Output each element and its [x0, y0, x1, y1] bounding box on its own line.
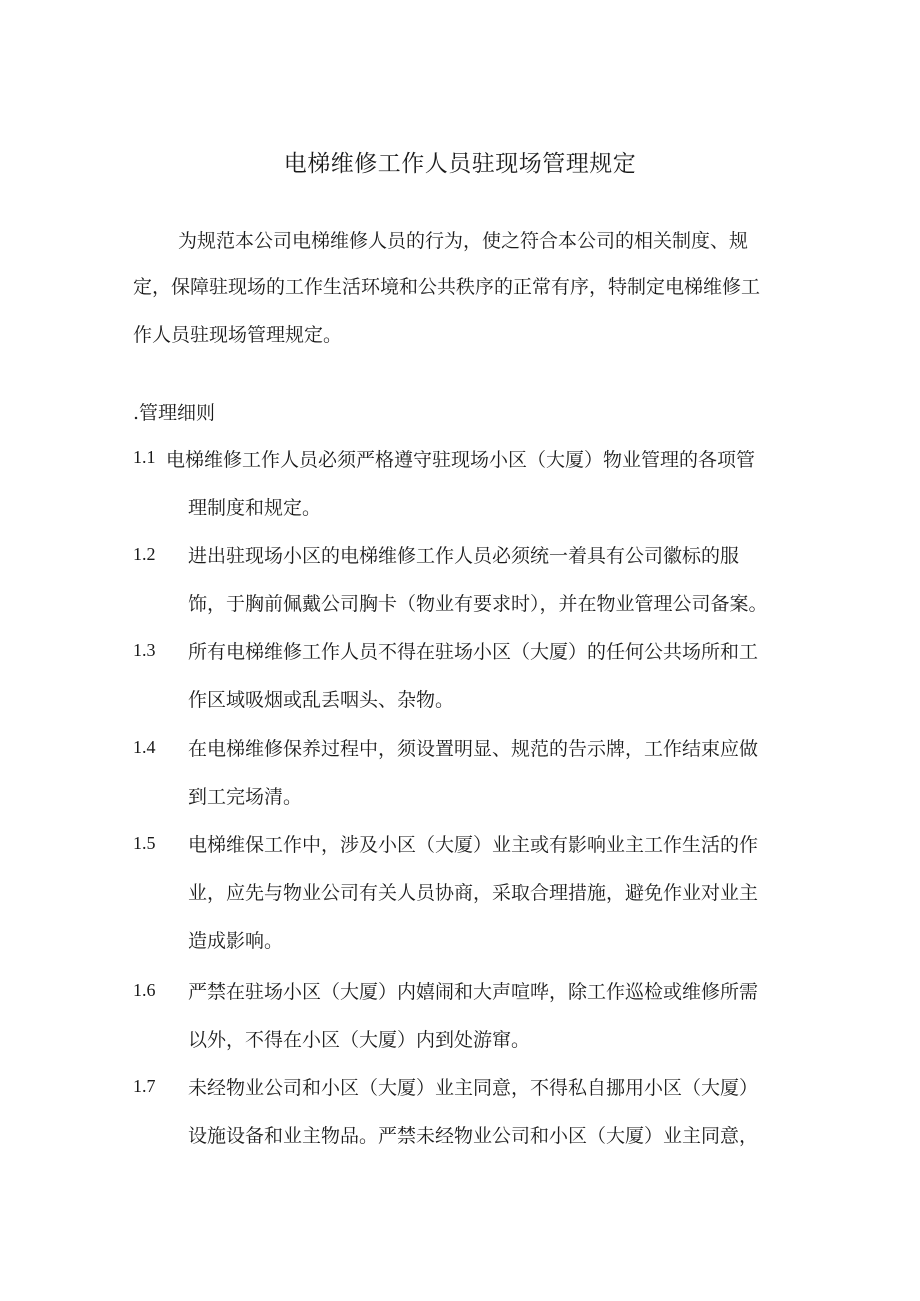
rule-item-text: 电梯维保工作中，涉及小区（大厦）业主或有影响业主工作生活的作	[188, 834, 759, 856]
rule-item-number: 1.2	[133, 544, 156, 564]
rule-item-number: 1.7	[133, 1076, 156, 1096]
rule-item-text: 业，应先与物业公司有关人员协商，采取合理措施，避免作业对业主	[188, 882, 759, 904]
rule-item-text: 造成影响。	[188, 930, 284, 952]
rule-item-text: 严禁在驻场小区（大厦）内嬉闹和大声喧哗，除工作巡检或维修所需	[188, 981, 759, 1003]
rule-item-number: 1.6	[133, 980, 156, 1000]
rule-item-text: 设施设备和业主物品。严禁未经物业公司和小区（大厦）业主同意，	[188, 1125, 759, 1147]
rule-item-text: 进出驻现场小区的电梯维修工作人员必须统一着具有公司徽标的服	[188, 545, 740, 567]
rule-item-text: 理制度和规定。	[188, 497, 322, 519]
document-title: 电梯维修工作人员驻现场管理规定	[283, 151, 637, 177]
rule-item-text: 作区域吸烟或乱丢咽头、杂物。	[188, 689, 455, 711]
intro-line-1: 为规范本公司电梯维修人员的行为，使之符合本公司的相关制度、规	[178, 230, 749, 252]
rule-item-text: 在电梯维修保养过程中，须设置明显、规范的告示牌，工作结束应做	[188, 738, 759, 760]
intro-line-2: 定，保障驻现场的工作生活环境和公共秩序的正常有序，特制定电梯维修工	[133, 276, 761, 298]
rule-item-number: 1.4	[133, 737, 156, 757]
section-heading: .管理细则	[133, 402, 216, 424]
rule-item-number: 1.3	[133, 640, 156, 660]
rule-item-text: 所有电梯维修工作人员不得在驻场小区（大厦）的任何公共场所和工	[188, 641, 759, 663]
rule-item-number: 1.1	[133, 447, 156, 467]
rule-item-text: 饰，于胸前佩戴公司胸卡（物业有要求时），并在物业管理公司备案。	[188, 593, 768, 615]
rule-item-text: 电梯维修工作人员必须严格遵守驻现场小区（大厦）物业管理的各项管	[166, 449, 756, 471]
rule-item-text: 到工完场清。	[188, 786, 303, 808]
intro-line-3: 作人员驻现场管理规定。	[133, 324, 343, 346]
rule-item-text: 未经物业公司和小区（大厦）业主同意，不得私自挪用小区（大厦）	[188, 1077, 759, 1099]
rule-item-number: 1.5	[133, 833, 156, 853]
rule-item-text: 以外，不得在小区（大厦）内到处游窜。	[188, 1029, 531, 1051]
